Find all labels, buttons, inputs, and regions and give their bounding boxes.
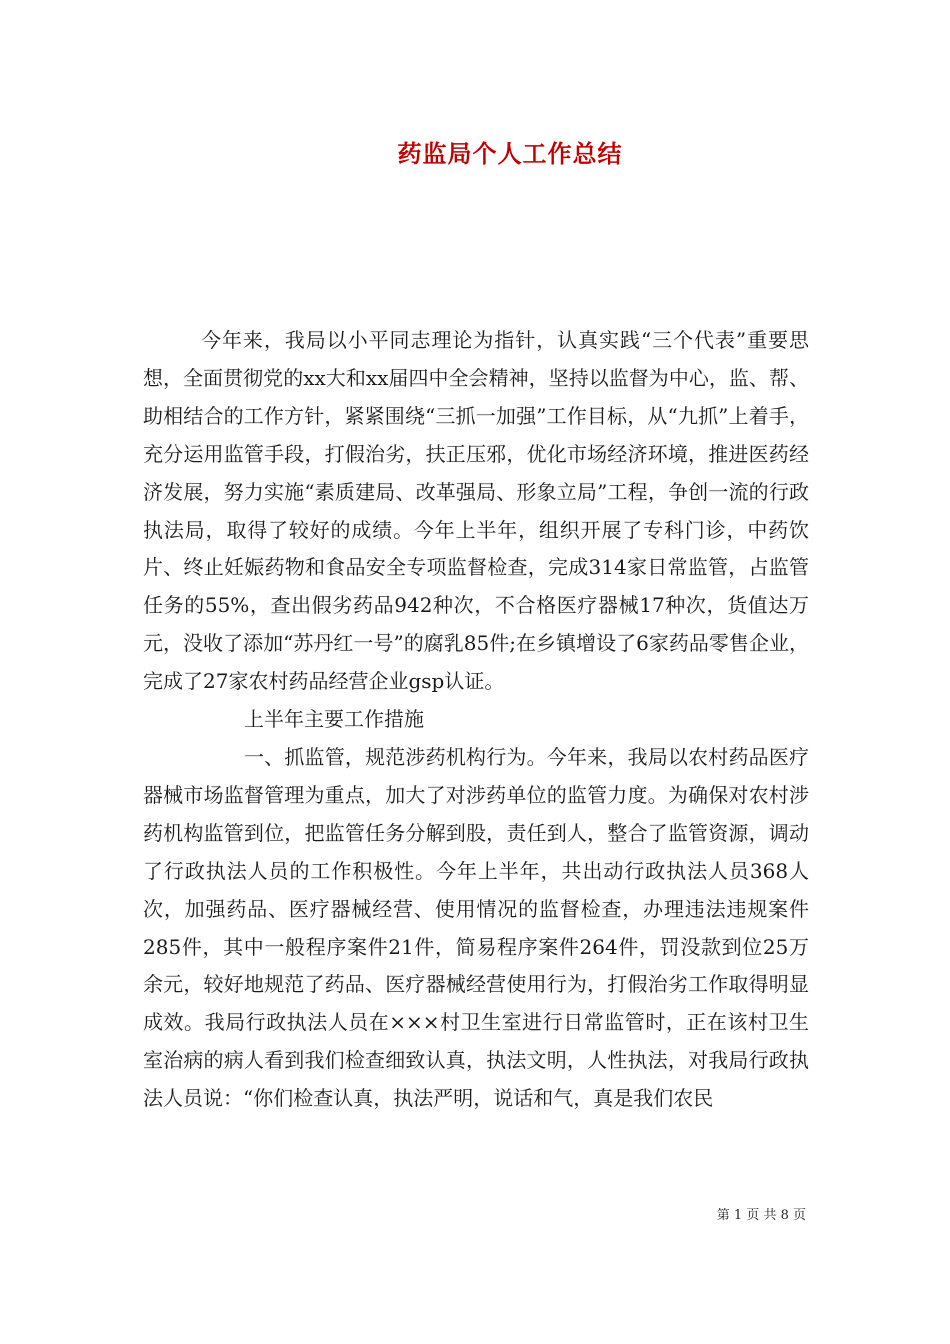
paragraph-intro: 今年来，我局以小平同志理论为指针，认真实践“三个代表”重要思想，全面贯彻党的xx大和xx届四中全会精神，坚持以监督为中心，监、帮、助相结合的工作方针，紧紧围绕“三抓一加强”工作目标，从“九抓”上着手，充分运用监管手段，打假治劣，扶正压邪，优化市场经济环境，推进医药经济发展，努力实施“素质建局、改革强局、形象立局”工程，争创一流的行政执法局，取得了较好的成绩。今年上半年，组织开展了专科门诊，中药饮片、终止妊娠药物和食品安全专项监督检查，完成314家日常监管，占监管任务的55%，查出假劣药品942种次，不合格医疗器械17种次，货值达万元，没收了添加“苏丹红一号”的腐乳85件;在乡镇增设了6家药品零售企业，完成了27家农村药品经营企业gsp认证。 <box>143 328 809 694</box>
page-footer: 第 1 页 共 8 页 <box>716 1208 806 1223</box>
document-body <box>143 322 809 1118</box>
document-title: 药监局个人工作总结 <box>397 139 623 168</box>
paragraph-section-1: 一、抓监管，规范涉药机构行为。今年来，我局以农村药品医疗器械市场监督管理为重点，加大了对涉药单位的监管力度。为确保对农村涉药机构监管到位，把监管任务分解到股，责任到人，整合了监管资源，调动了行政执法人员的工作积极性。今年上半年，共出动行政执法人员368人次，加强药品、医疗器械经营、使用情况的监督检查，办理违法违规案件285件，其中一般程序案件21件，简易程序案件264件，罚没款到位25万余元，较好地规范了药品、医疗器械经营使用行为，打假治劣工作取得明显成效。我局行政执法人员在×××村卫生室进行日常监管时，正在该村卫生室治病的病人看到我们检查细致认真，执法文明，人性执法，对我局行政执法人员说：“你们检查认真，执法严明，说话和气，真是我们农民 <box>143 744 809 1111</box>
paragraph-heading: 上半年主要工作措施 <box>244 707 424 732</box>
